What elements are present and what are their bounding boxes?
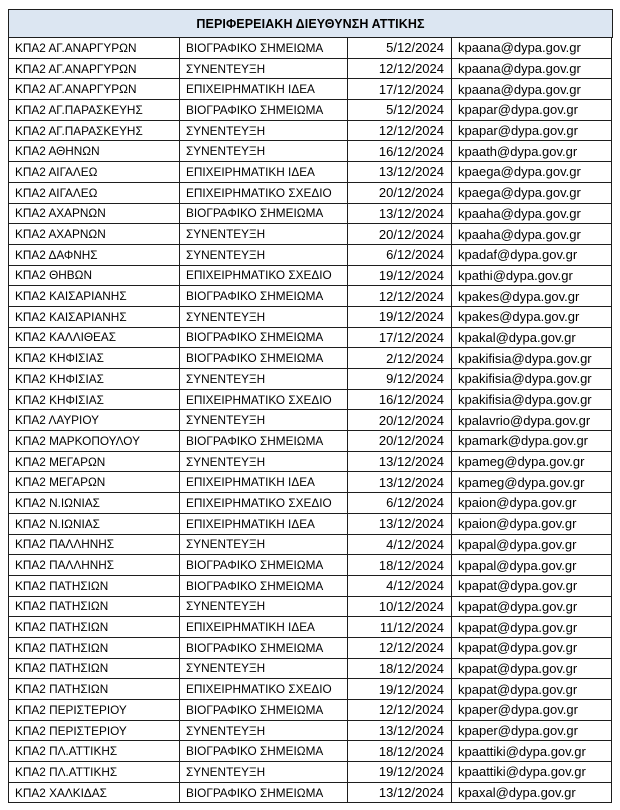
office-cell: ΚΠΑ2 Ν.ΙΩΝΙΑΣ: [9, 493, 180, 514]
table-row: [9, 617, 613, 638]
date-cell: 2/12/2024: [348, 348, 452, 369]
email-cell: kpamark@dypa.gov.gr: [452, 431, 612, 452]
service-cell: ΣΥΝΕΝΤΕΥΞΗ: [180, 721, 348, 742]
email-cell: kpaath@dypa.gov.gr: [452, 141, 612, 162]
date-cell: 12/12/2024: [348, 286, 452, 307]
email-cell: kpakifisia@dypa.gov.gr: [452, 348, 612, 369]
date-cell: 12/12/2024: [348, 700, 452, 721]
office-cell: ΚΠΑ2 ΑΓ.ΠΑΡΑΣΚΕΥΗΣ: [9, 100, 180, 121]
office-cell: ΚΠΑ2 ΜΑΡΚΟΠΟΥΛΟΥ: [9, 431, 180, 452]
table-row: [9, 204, 613, 225]
table-row: [9, 659, 613, 680]
email-cell: kpakes@dypa.gov.gr: [452, 286, 612, 307]
service-cell: ΕΠΙΧΕΙΡΗΜΑΤΙΚΗ ΙΔΕΑ: [180, 617, 348, 638]
email-cell: kpapat@dypa.gov.gr: [452, 638, 612, 659]
office-cell: ΚΠΑ2 ΠΑΛΛΗΝΗΣ: [9, 535, 180, 556]
service-cell: ΕΠΙΧΕΙΡΗΜΑΤΙΚΟ ΣΧΕΔΙΟ: [180, 679, 348, 700]
table-row: [9, 679, 613, 700]
office-cell: ΚΠΑ2 ΠΛ.ΑΤΤΙΚΗΣ: [9, 741, 180, 762]
table-row: [9, 369, 613, 390]
table-row: [9, 452, 613, 473]
service-cell: ΣΥΝΕΝΤΕΥΞΗ: [180, 410, 348, 431]
date-cell: 13/12/2024: [348, 452, 452, 473]
office-cell: ΚΠΑ2 ΑΓ.ΑΝΑΡΓΥΡΩΝ: [9, 59, 180, 80]
date-cell: 19/12/2024: [348, 762, 452, 783]
email-cell: kpaaha@dypa.gov.gr: [452, 204, 612, 225]
date-cell: 12/12/2024: [348, 121, 452, 142]
office-cell: ΚΠΑ2 ΚΑΛΛΙΘΕΑΣ: [9, 328, 180, 349]
date-cell: 13/12/2024: [348, 472, 452, 493]
service-cell: ΣΥΝΕΝΤΕΥΞΗ: [180, 121, 348, 142]
email-cell: kpakal@dypa.gov.gr: [452, 328, 612, 349]
date-cell: 20/12/2024: [348, 183, 452, 204]
office-cell: ΚΠΑ2 ΑΙΓΑΛΕΩ: [9, 183, 180, 204]
date-cell: 12/12/2024: [348, 638, 452, 659]
office-cell: ΚΠΑ2 ΚΗΦΙΣΙΑΣ: [9, 390, 180, 411]
table-row: [9, 38, 613, 59]
date-cell: 18/12/2024: [348, 659, 452, 680]
email-cell: kpaper@dypa.gov.gr: [452, 700, 612, 721]
office-cell: ΚΠΑ2 ΑΘΗΝΩΝ: [9, 141, 180, 162]
service-cell: ΒΙΟΓΡΑΦΙΚΟ ΣΗΜΕΙΩΜΑ: [180, 348, 348, 369]
service-cell: ΕΠΙΧΕΙΡΗΜΑΤΙΚΗ ΙΔΕΑ: [180, 514, 348, 535]
office-cell: ΚΠΑ2 ΑΙΓΑΛΕΩ: [9, 162, 180, 183]
service-cell: ΒΙΟΓΡΑΦΙΚΟ ΣΗΜΕΙΩΜΑ: [180, 741, 348, 762]
office-cell: ΚΠΑ2 ΠΑΤΗΣΙΩΝ: [9, 576, 180, 597]
date-cell: 13/12/2024: [348, 783, 452, 804]
office-cell: ΚΠΑ2 ΜΕΓΑΡΩΝ: [9, 472, 180, 493]
service-cell: ΒΙΟΓΡΑΦΙΚΟ ΣΗΜΕΙΩΜΑ: [180, 576, 348, 597]
email-cell: kpaattiki@dypa.gov.gr: [452, 762, 612, 783]
office-cell: ΚΠΑ2 ΠΑΤΗΣΙΩΝ: [9, 659, 180, 680]
schedule-table: [8, 9, 613, 803]
service-cell: ΒΙΟΓΡΑΦΙΚΟ ΣΗΜΕΙΩΜΑ: [180, 38, 348, 59]
email-cell: kpameg@dypa.gov.gr: [452, 472, 612, 493]
service-cell: ΒΙΟΓΡΑΦΙΚΟ ΣΗΜΕΙΩΜΑ: [180, 638, 348, 659]
date-cell: 17/12/2024: [348, 79, 452, 100]
service-cell: ΣΥΝΕΝΤΕΥΞΗ: [180, 659, 348, 680]
service-cell: ΣΥΝΕΝΤΕΥΞΗ: [180, 535, 348, 556]
office-cell: ΚΠΑ2 Ν.ΙΩΝΙΑΣ: [9, 514, 180, 535]
date-cell: 19/12/2024: [348, 679, 452, 700]
service-cell: ΣΥΝΕΝΤΕΥΞΗ: [180, 245, 348, 266]
date-cell: 6/12/2024: [348, 245, 452, 266]
service-cell: ΕΠΙΧΕΙΡΗΜΑΤΙΚΟ ΣΧΕΔΙΟ: [180, 493, 348, 514]
email-cell: kpapat@dypa.gov.gr: [452, 597, 612, 618]
table-row: [9, 493, 613, 514]
email-cell: kpaega@dypa.gov.gr: [452, 162, 612, 183]
table-row: [9, 121, 613, 142]
email-cell: kpakes@dypa.gov.gr: [452, 307, 612, 328]
table-row: [9, 183, 613, 204]
table-row: [9, 638, 613, 659]
table-row: [9, 431, 613, 452]
table-row: [9, 328, 613, 349]
service-cell: ΣΥΝΕΝΤΕΥΞΗ: [180, 224, 348, 245]
date-cell: 18/12/2024: [348, 555, 452, 576]
table-row: [9, 576, 613, 597]
table-row: [9, 535, 613, 556]
table-row: [9, 514, 613, 535]
date-cell: 9/12/2024: [348, 369, 452, 390]
email-cell: kpapal@dypa.gov.gr: [452, 535, 612, 556]
service-cell: ΒΙΟΓΡΑΦΙΚΟ ΣΗΜΕΙΩΜΑ: [180, 286, 348, 307]
date-cell: 19/12/2024: [348, 307, 452, 328]
email-cell: kpameg@dypa.gov.gr: [452, 452, 612, 473]
email-cell: kpaper@dypa.gov.gr: [452, 721, 612, 742]
table-row: [9, 245, 613, 266]
date-cell: 20/12/2024: [348, 224, 452, 245]
email-cell: kpapar@dypa.gov.gr: [452, 121, 612, 142]
email-cell: kpadaf@dypa.gov.gr: [452, 245, 612, 266]
date-cell: 20/12/2024: [348, 431, 452, 452]
table-row: [9, 741, 613, 762]
date-cell: 12/12/2024: [348, 59, 452, 80]
office-cell: ΚΠΑ2 ΛΑΥΡΙΟΥ: [9, 410, 180, 431]
date-cell: 13/12/2024: [348, 721, 452, 742]
office-cell: ΚΠΑ2 ΠΑΤΗΣΙΩΝ: [9, 597, 180, 618]
date-cell: 13/12/2024: [348, 162, 452, 183]
table-row: [9, 100, 613, 121]
service-cell: ΒΙΟΓΡΑΦΙΚΟ ΣΗΜΕΙΩΜΑ: [180, 700, 348, 721]
email-cell: kpaxal@dypa.gov.gr: [452, 783, 612, 804]
office-cell: ΚΠΑ2 ΠΑΤΗΣΙΩΝ: [9, 638, 180, 659]
table-body: [9, 38, 613, 803]
service-cell: ΕΠΙΧΕΙΡΗΜΑΤΙΚΗ ΙΔΕΑ: [180, 162, 348, 183]
service-cell: ΕΠΙΧΕΙΡΗΜΑΤΙΚΗ ΙΔΕΑ: [180, 79, 348, 100]
office-cell: ΚΠΑ2 ΠΕΡΙΣΤΕΡΙΟΥ: [9, 700, 180, 721]
email-cell: kpaattiki@dypa.gov.gr: [452, 741, 612, 762]
email-cell: kpapar@dypa.gov.gr: [452, 100, 612, 121]
office-cell: ΚΠΑ2 ΠΑΤΗΣΙΩΝ: [9, 679, 180, 700]
service-cell: ΒΙΟΓΡΑΦΙΚΟ ΣΗΜΕΙΩΜΑ: [180, 328, 348, 349]
date-cell: 13/12/2024: [348, 514, 452, 535]
table-row: [9, 597, 613, 618]
date-cell: 20/12/2024: [348, 410, 452, 431]
service-cell: ΣΥΝΕΝΤΕΥΞΗ: [180, 369, 348, 390]
service-cell: ΕΠΙΧΕΙΡΗΜΑΤΙΚΟ ΣΧΕΔΙΟ: [180, 390, 348, 411]
service-cell: ΣΥΝΕΝΤΕΥΞΗ: [180, 452, 348, 473]
date-cell: 10/12/2024: [348, 597, 452, 618]
table-row: [9, 410, 613, 431]
email-cell: kpaega@dypa.gov.gr: [452, 183, 612, 204]
service-cell: ΕΠΙΧΕΙΡΗΜΑΤΙΚΟ ΣΧΕΔΙΟ: [180, 266, 348, 287]
office-cell: ΚΠΑ2 ΚΗΦΙΣΙΑΣ: [9, 369, 180, 390]
table-row: [9, 783, 613, 804]
service-cell: ΒΙΟΓΡΑΦΙΚΟ ΣΗΜΕΙΩΜΑ: [180, 783, 348, 804]
table-row: [9, 141, 613, 162]
email-cell: kpaion@dypa.gov.gr: [452, 514, 612, 535]
date-cell: 16/12/2024: [348, 141, 452, 162]
office-cell: ΚΠΑ2 ΠΑΤΗΣΙΩΝ: [9, 617, 180, 638]
office-cell: ΚΠΑ2 ΔΑΦΝΗΣ: [9, 245, 180, 266]
email-cell: kpaana@dypa.gov.gr: [452, 59, 612, 80]
service-cell: ΣΥΝΕΝΤΕΥΞΗ: [180, 59, 348, 80]
date-cell: 6/12/2024: [348, 493, 452, 514]
email-cell: kpalavrio@dypa.gov.gr: [452, 410, 612, 431]
table-row: [9, 79, 613, 100]
email-cell: kpathi@dypa.gov.gr: [452, 266, 612, 287]
table-row: [9, 721, 613, 742]
service-cell: ΒΙΟΓΡΑΦΙΚΟ ΣΗΜΕΙΩΜΑ: [180, 555, 348, 576]
email-cell: kpapat@dypa.gov.gr: [452, 576, 612, 597]
service-cell: ΣΥΝΕΝΤΕΥΞΗ: [180, 141, 348, 162]
email-cell: kpapat@dypa.gov.gr: [452, 659, 612, 680]
table-row: [9, 762, 613, 783]
table-row: [9, 162, 613, 183]
date-cell: 18/12/2024: [348, 741, 452, 762]
office-cell: ΚΠΑ2 ΠΕΡΙΣΤΕΡΙΟΥ: [9, 721, 180, 742]
table-title: ΠΕΡΙΦΕΡΕΙΑΚΗ ΔΙΕΥΘΥΝΣΗ ΑΤΤΙΚΗΣ: [9, 10, 613, 38]
email-cell: kpapat@dypa.gov.gr: [452, 679, 612, 700]
office-cell: ΚΠΑ2 ΠΛ.ΑΤΤΙΚΗΣ: [9, 762, 180, 783]
office-cell: ΚΠΑ2 ΑΧΑΡΝΩΝ: [9, 204, 180, 225]
email-cell: kpakifisia@dypa.gov.gr: [452, 369, 612, 390]
table-row: [9, 555, 613, 576]
date-cell: 4/12/2024: [348, 535, 452, 556]
table-row: [9, 59, 613, 80]
service-cell: ΒΙΟΓΡΑΦΙΚΟ ΣΗΜΕΙΩΜΑ: [180, 431, 348, 452]
table-row: [9, 700, 613, 721]
service-cell: ΕΠΙΧΕΙΡΗΜΑΤΙΚΟ ΣΧΕΔΙΟ: [180, 183, 348, 204]
table-row: [9, 472, 613, 493]
office-cell: ΚΠΑ2 ΚΑΙΣΑΡΙΑΝΗΣ: [9, 286, 180, 307]
email-cell: kpapat@dypa.gov.gr: [452, 617, 612, 638]
email-cell: kpaana@dypa.gov.gr: [452, 38, 612, 59]
service-cell: ΣΥΝΕΝΤΕΥΞΗ: [180, 762, 348, 783]
email-cell: kpapal@dypa.gov.gr: [452, 555, 612, 576]
office-cell: ΚΠΑ2 ΚΗΦΙΣΙΑΣ: [9, 348, 180, 369]
table-row: [9, 307, 613, 328]
service-cell: ΕΠΙΧΕΙΡΗΜΑΤΙΚΗ ΙΔΕΑ: [180, 472, 348, 493]
office-cell: ΚΠΑ2 ΜΕΓΑΡΩΝ: [9, 452, 180, 473]
service-cell: ΒΙΟΓΡΑΦΙΚΟ ΣΗΜΕΙΩΜΑ: [180, 100, 348, 121]
service-cell: ΣΥΝΕΝΤΕΥΞΗ: [180, 597, 348, 618]
office-cell: ΚΠΑ2 ΠΑΛΛΗΝΗΣ: [9, 555, 180, 576]
date-cell: 5/12/2024: [348, 38, 452, 59]
office-cell: ΚΠΑ2 ΘΗΒΩΝ: [9, 266, 180, 287]
office-cell: ΚΠΑ2 ΑΓ.ΑΝΑΡΓΥΡΩΝ: [9, 79, 180, 100]
table-row: [9, 348, 613, 369]
date-cell: 17/12/2024: [348, 328, 452, 349]
service-cell: ΒΙΟΓΡΑΦΙΚΟ ΣΗΜΕΙΩΜΑ: [180, 204, 348, 225]
date-cell: 4/12/2024: [348, 576, 452, 597]
office-cell: ΚΠΑ2 ΑΓ.ΠΑΡΑΣΚΕΥΗΣ: [9, 121, 180, 142]
table-row: [9, 286, 613, 307]
email-cell: kpaion@dypa.gov.gr: [452, 493, 612, 514]
date-cell: 19/12/2024: [348, 266, 452, 287]
table-row: [9, 266, 613, 287]
date-cell: 5/12/2024: [348, 100, 452, 121]
date-cell: 16/12/2024: [348, 390, 452, 411]
email-cell: kpaana@dypa.gov.gr: [452, 79, 612, 100]
date-cell: 11/12/2024: [348, 617, 452, 638]
email-cell: kpakifisia@dypa.gov.gr: [452, 390, 612, 411]
table-row: [9, 390, 613, 411]
table-row: [9, 224, 613, 245]
office-cell: ΚΠΑ2 ΧΑΛΚΙΔΑΣ: [9, 783, 180, 804]
office-cell: ΚΠΑ2 ΑΧΑΡΝΩΝ: [9, 224, 180, 245]
date-cell: 13/12/2024: [348, 204, 452, 225]
office-cell: ΚΠΑ2 ΑΓ.ΑΝΑΡΓΥΡΩΝ: [9, 38, 180, 59]
email-cell: kpaaha@dypa.gov.gr: [452, 224, 612, 245]
office-cell: ΚΠΑ2 ΚΑΙΣΑΡΙΑΝΗΣ: [9, 307, 180, 328]
service-cell: ΣΥΝΕΝΤΕΥΞΗ: [180, 307, 348, 328]
